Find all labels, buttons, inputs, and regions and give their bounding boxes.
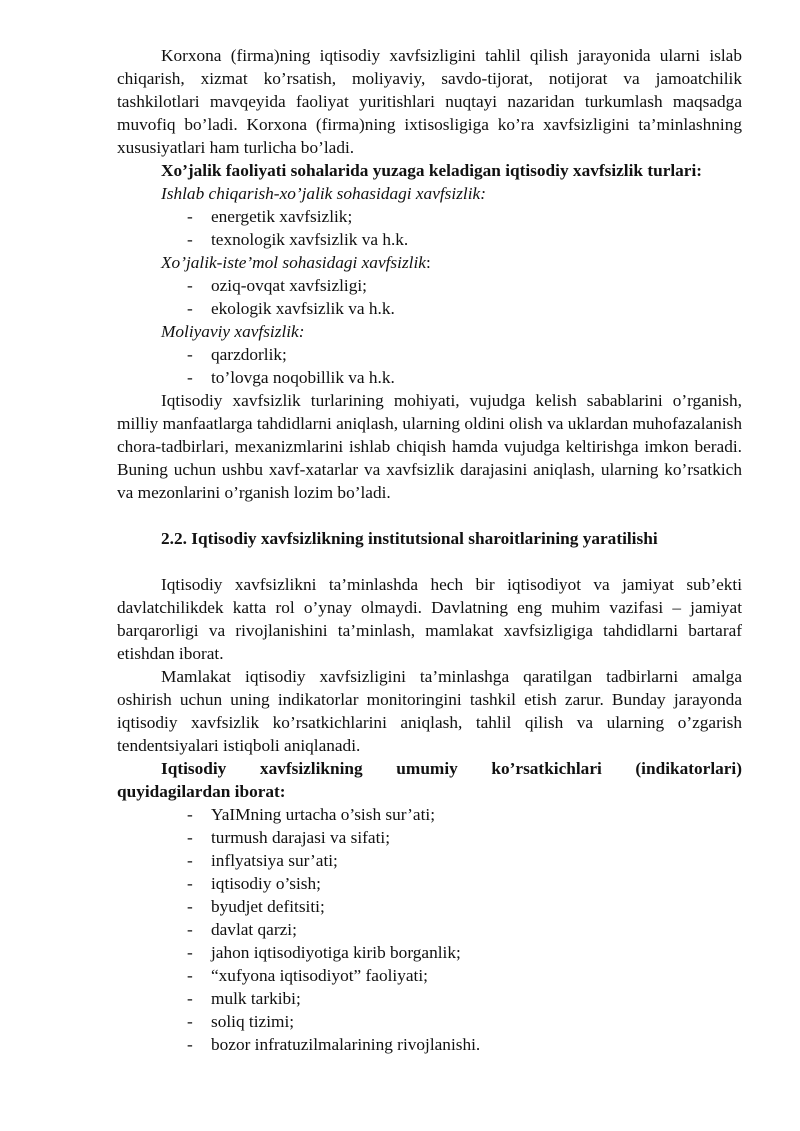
paragraph-monitoring: Mamlakat iqtisodiy xavfsizligini ta’minlashga qaratilgan tadbirlarni amalga oshirish uchun uning indikatorlar monitoringini tashkil etish zarur. Bunday jarayonda iqtisodiy xavfsizlik ko’rsatkichlarini aniqlash, tahlil qilish va ularning o’zgarish tendentsiyalari istiqboli aniqlanadi. [117,667,742,755]
group-production-list [117,205,742,251]
list-item: - texnologik xavfsizlik va h.k. [187,230,409,249]
list-item: - oziq-ovqat xavfsizligi; [187,276,367,295]
list-item: - YaIMning urtacha o’sish sur’ati; [187,805,435,824]
list-item: - to’lovga noqobillik va h.k. [187,368,395,387]
list-item: - inflyatsiya sur’ati; [187,851,338,870]
group-production-title: Ishlab chiqarish-xo’jalik sohasidagi xavfsizlik: [161,184,486,203]
list-item: - mulk tarkibi; [187,989,301,1008]
list-item: - energetik xavfsizlik; [187,207,353,226]
list-item: - byudjet defitsiti; [187,897,325,916]
list-item: - bozor infratuzilmalarining rivojlanishi. [187,1035,481,1054]
list-item: - ekologik xavfsizlik va h.k. [187,299,395,318]
list-item: - “xufyona iqtisodiyot” faoliyati; [187,966,428,985]
paragraph-intro: Korxona (firma)ning iqtisodiy xavfsizligini tahlil qilish jarayonida ularni islab chiqarish, xizmat ko’rsatish, moliyaviy, savdo-tijorat, notijorat va jamoatchilik tashkilotlari mavqeyida faoliyat yuritishlari nuqtayi nazaridan turkumlash maqsadga muvofiq bo’ladi. Korxona (firma)ning ixtisosligiga ko’ra xavfsizligini ta’minlashning xususiyatlari ham turlicha bo’ladi. [117,46,742,157]
list-item: - jahon iqtisodiyotiga kirib borganlik; [187,943,461,962]
list-item: - soliq tizimi; [187,1012,295,1031]
section-heading: 2.2. Iqtisodiy xavfsizlikning institutsional sharoitlarining yaratilishi [161,529,658,548]
spacer [117,550,742,573]
list-item: - qarzdorlik; [187,345,287,364]
group-financial-list [117,343,742,389]
indicators-heading: Iqtisodiy xavfsizlikning umumiy ko’rsatkichlari (indikatorlari) quyidagilardan iborat: [117,759,742,801]
paragraph-essence: Iqtisodiy xavfsizlik turlarining mohiyati, vujudga kelish sabablarini o’rganish, milliy manfaatlarga tahdidlarni aniqlash, ularning oldini olish va uklardan muhofazalanish chora-tadbirlari, mexanizmlarini ishlab chiqish hamda vujudga keltirishga imkon beradi. Buning uchun ushbu xavf-xatarlar va xavfsizlik darajasini aniqlash, ularning ko’rsatkich va mezonlarini o’rganish lozim bo’ladi. [117,391,742,502]
list-item: - iqtisodiy o’sish; [187,874,321,893]
list-item: - davlat qarzi; [187,920,297,939]
list-item: - turmush darajasi va sifati; [187,828,391,847]
paragraph-state-role: Iqtisodiy xavfsizlikni ta’minlashda hech bir iqtisodiyot va jamiyat sub’ekti davlatchilikdek katta rol o’ynay olmaydi. Davlatning eng muhim vazifasi – jamiyat barqarorligi va rivojlanishini ta’minlash, mamlakat xavfsizligiga tahdidlarni bartaraf etishdan iborat. [117,575,742,663]
group-financial-title: Moliyaviy xavfsizlik: [161,322,305,341]
group-consumption-title: Xo’jalik-iste’mol sohasidagi xavfsizlik: [161,253,431,272]
group-consumption-list [117,274,742,320]
document-page [117,44,742,1056]
security-types-heading: Xo’jalik faoliyati sohalarida yuzaga keladigan iqtisodiy xavfsizlik turlari: [161,161,703,180]
indicators-list [117,803,742,1056]
spacer [117,504,742,527]
